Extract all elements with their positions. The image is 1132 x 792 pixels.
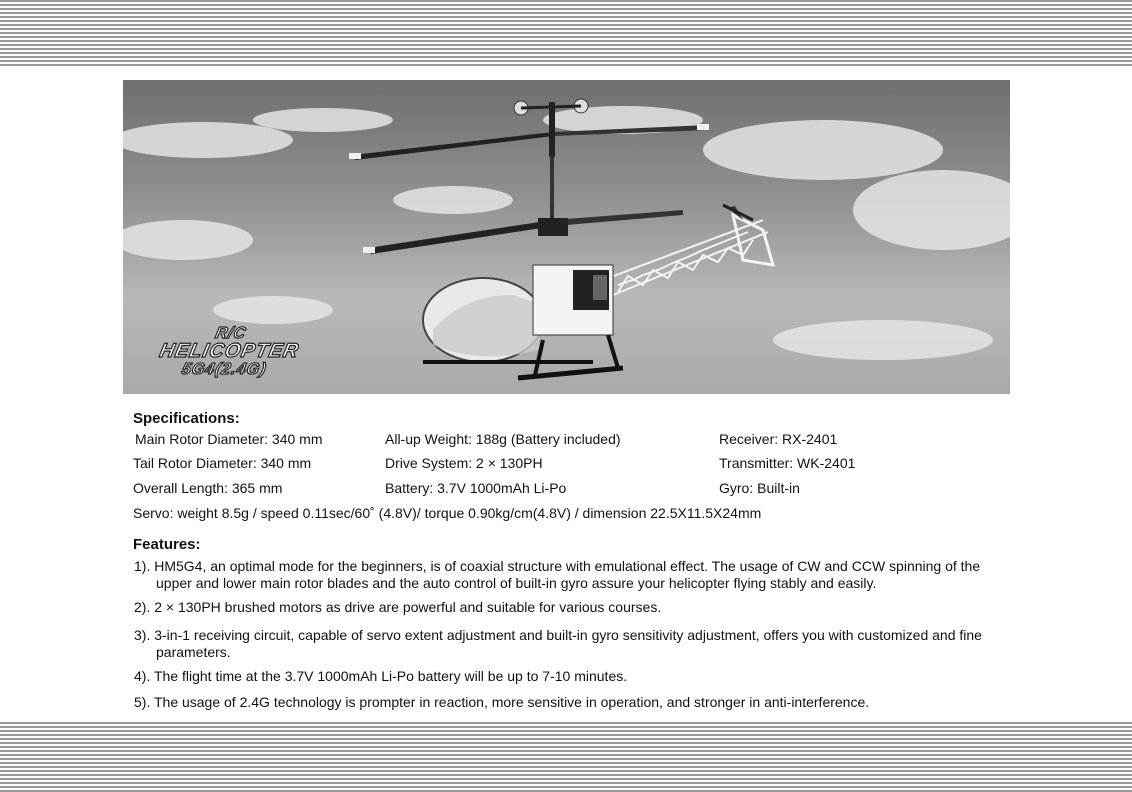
spec-transmitter: Transmitter: WK-2401 <box>719 455 856 471</box>
features-heading: Features: <box>133 536 201 553</box>
spec-battery: Battery: 3.7V 1000mAh Li-Po <box>385 480 567 496</box>
feature-item-5: 5). The usage of 2.4G technology is prompter in reaction, more sensitive in operation, and stronger in anti-interference. <box>134 694 870 710</box>
spec-gyro: Gyro: Built-in <box>719 480 800 496</box>
spec-overall-length: Overall Length: 365 mm <box>133 480 283 496</box>
top-stripe-band <box>0 0 1132 66</box>
rc-helicopter-logo <box>147 325 320 385</box>
spec-main-rotor: Main Rotor Diameter: 340 mm <box>135 431 323 447</box>
logo-line-2: HELICOPTER <box>157 340 302 362</box>
spec-receiver: Receiver: RX-2401 <box>719 431 838 447</box>
bottom-stripe-band <box>0 722 1132 792</box>
logo-line-1: R/C <box>213 325 248 342</box>
feature-item-2: 2). 2 × 130PH brushed motors as drive are powerful and suitable for various courses. <box>134 599 662 615</box>
spec-tail-rotor: Tail Rotor Diameter: 340 mm <box>133 455 312 471</box>
spec-servo: Servo: weight 8.5g / speed 0.11sec/60˚ (4.8V)/ torque 0.90kg/cm(4.8V) / dimension 22.5X11.5X24mm <box>133 505 762 521</box>
spec-drive-system: Drive System: 2 × 130PH <box>385 455 543 471</box>
feature-item-1: 1). HM5G4, an optimal mode for the beginners, is of coaxial structure with emulational effect. The usage of CW and CCW spinning of the upper and lower main rotor blades and the auto control of built-in gyro assure your helicopter flying stably and easily. <box>134 558 981 591</box>
specifications-heading: Specifications: <box>133 410 240 427</box>
feature-item-4: 4). The flight time at the 3.7V 1000mAh Li-Po battery will be up to 7-10 minutes. <box>134 668 628 684</box>
logo-line-3: 5G4(2.4G) <box>180 361 269 378</box>
feature-item-3: 3). 3-in-1 receiving circuit, capable of servo extent adjustment and built-in gyro sensitivity adjustment, offers you with customized and fine parameters. <box>134 627 982 660</box>
helicopter-photo <box>123 80 1010 394</box>
spec-weight: All-up Weight: 188g (Battery included) <box>385 431 621 447</box>
